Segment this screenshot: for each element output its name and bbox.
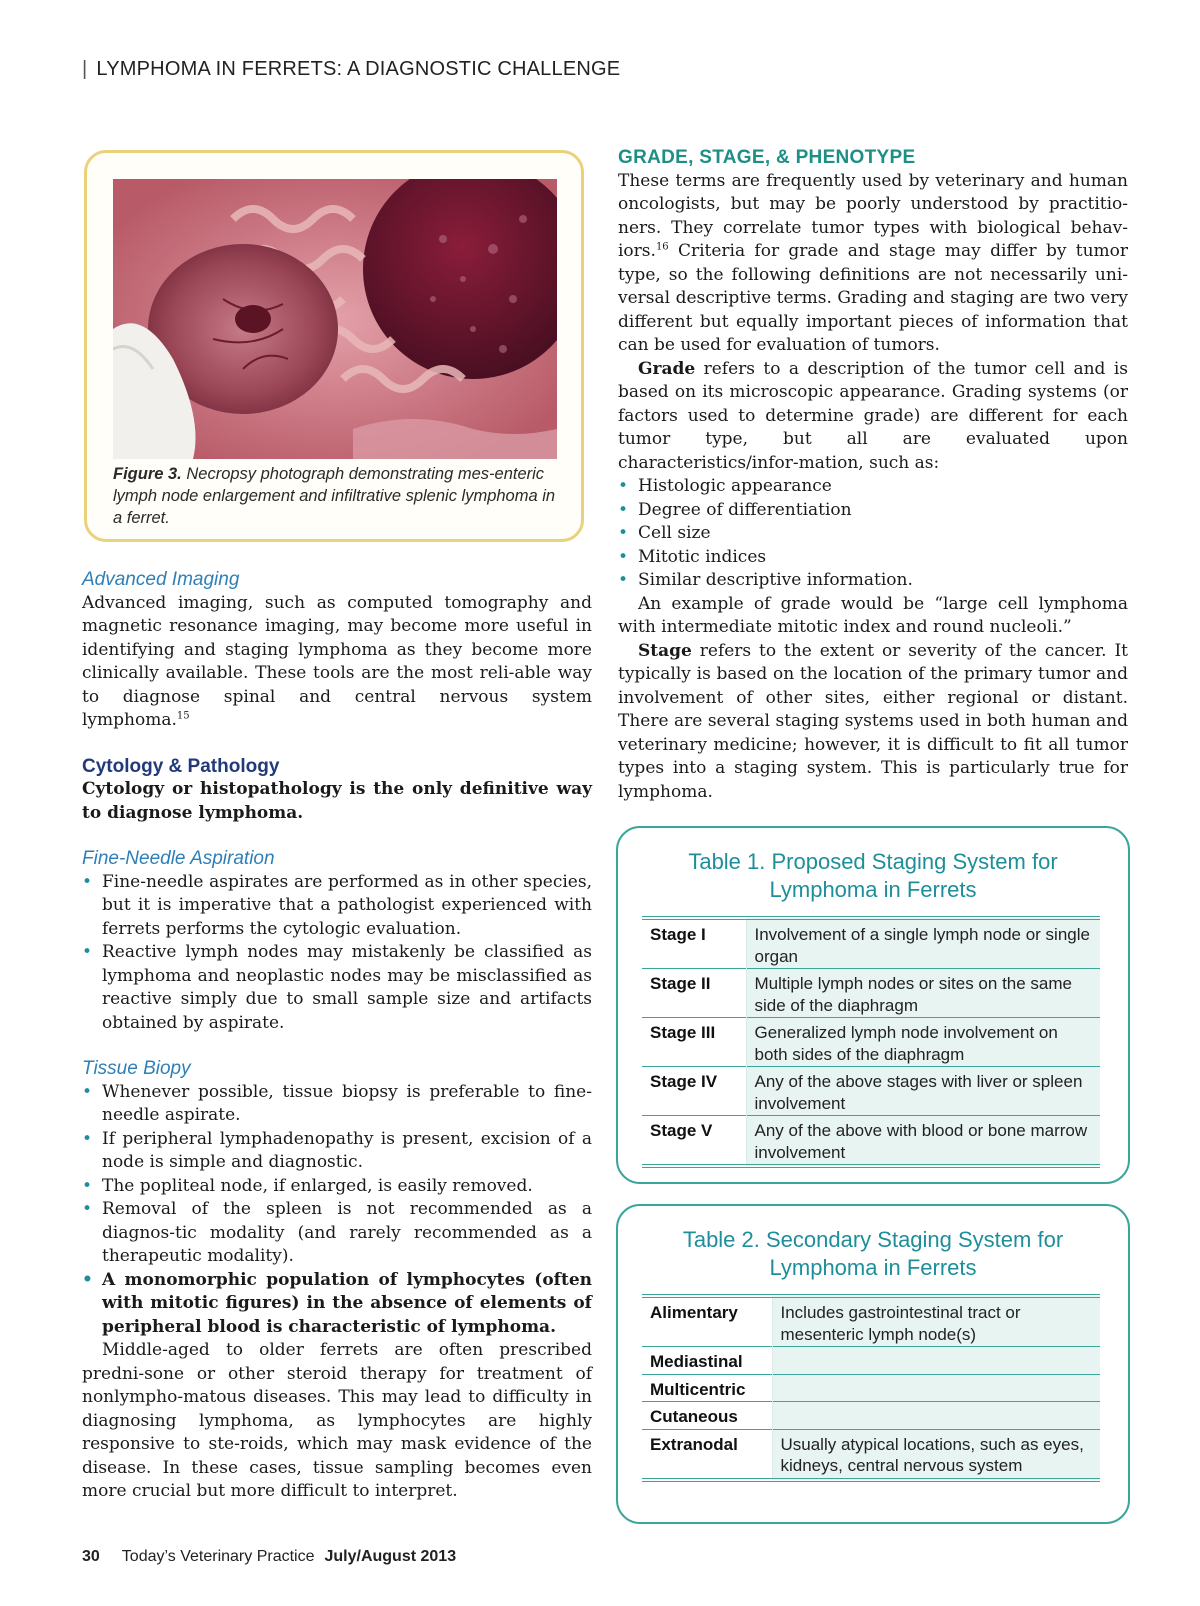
reference-16: 16 bbox=[655, 241, 669, 253]
right-column bbox=[618, 146, 1128, 804]
grade-bullet: • Mitotic indices bbox=[618, 546, 1128, 570]
table-1-title bbox=[618, 848, 1128, 904]
description-cell: Any of the above stages with liver or spleen involvement bbox=[746, 1067, 1100, 1116]
stage-cell: Stage V bbox=[642, 1116, 746, 1167]
table-row bbox=[642, 1296, 1100, 1347]
stage-cell: Stage III bbox=[642, 1018, 746, 1067]
description-cell bbox=[772, 1402, 1100, 1430]
site-cell: Alimentary bbox=[642, 1296, 772, 1347]
intro-text: These terms are frequently used by veterinary and human oncologists, but may be poorly understood by practitio-ners. They correlate tumor types with biological behav-iors. bbox=[618, 170, 1128, 261]
tissue-bullet: • Removal of the spleen is not recommended as a diagnos-tic modality (and rarely recommended as a therapeutic modality). bbox=[82, 1198, 592, 1269]
intro-text-rest: Criteria for grade and stage may differ by tumor type, so the following definitions are not necessarily uni-versal descriptive terms. Grading and staging are two very different but equally important pieces of information that can be used for evaluation of tumors. bbox=[618, 241, 1128, 355]
table-row bbox=[642, 1374, 1100, 1402]
issue-date: July/August 2013 bbox=[324, 1548, 457, 1565]
table-row bbox=[642, 1116, 1100, 1167]
description-cell: Multiple lymph nodes or sites on the same side of the diaphragm bbox=[746, 969, 1100, 1018]
table-2 bbox=[642, 1294, 1100, 1482]
stage-paragraph bbox=[618, 640, 1128, 805]
table-row bbox=[642, 969, 1100, 1018]
figure-3-box bbox=[84, 150, 584, 542]
table-2-title-line-2: Lymphoma in Ferrets bbox=[769, 1255, 977, 1280]
site-cell: Cutaneous bbox=[642, 1402, 772, 1430]
advanced-imaging-paragraph bbox=[82, 592, 592, 733]
table-row bbox=[642, 918, 1100, 969]
description-cell bbox=[772, 1374, 1100, 1402]
grade-paragraph bbox=[618, 358, 1128, 476]
figure-label: Figure 3. bbox=[113, 465, 182, 483]
fna-bullet: • Fine-needle aspirates are performed as in other species, but it is imperative that a pathologist experienced with ferrets performs the cytologic evaluation. bbox=[82, 871, 592, 942]
grade-bullet: • Similar descriptive information. bbox=[618, 569, 1128, 593]
advanced-imaging-text: Advanced imaging, such as computed tomography and magnetic resonance imaging, may become more useful in identifying and staging lymphoma as they become more clinically available. These tools are the most reli-able way to diagnose spinal and central nervous system lymphoma. bbox=[82, 592, 592, 730]
figure-caption bbox=[113, 463, 563, 529]
grade-bullet: • Cell size bbox=[618, 522, 1128, 546]
advanced-imaging-heading: Advanced Imaging bbox=[82, 569, 240, 590]
table-row bbox=[642, 1067, 1100, 1116]
tissue-bullet: • If peripheral lymphadenopathy is present, excision of a node is simple and diagnostic. bbox=[82, 1128, 592, 1175]
tissue-biopsy-heading: Tissue Biopy bbox=[82, 1058, 191, 1079]
tissue-bullet-bold: • A monomorphic population of lymphocytes (often with mitotic figures) in the absence of elements of peripheral blood is characteristic of lymphoma. bbox=[82, 1269, 592, 1340]
table-1-title-line-2: Lymphoma in Ferrets bbox=[769, 877, 977, 902]
stage-term: Stage bbox=[638, 640, 692, 661]
tissue-bullet: • The popliteal node, if enlarged, is easily removed. bbox=[82, 1175, 592, 1199]
site-cell: Extranodal bbox=[642, 1429, 772, 1480]
cytology-statement: Cytology or histopathology is the only definitive way to diagnose lymphoma. bbox=[82, 779, 592, 823]
table-1-box bbox=[616, 826, 1130, 1184]
page-number: 30 bbox=[82, 1548, 100, 1565]
running-head bbox=[82, 58, 620, 81]
table-1 bbox=[642, 916, 1100, 1168]
table-1-title-line-1: Table 1. Proposed Staging System for bbox=[688, 849, 1058, 874]
page-header-title: LYMPHOMA IN FERRETS: A DIAGNOSTIC CHALLENGE bbox=[96, 58, 621, 80]
description-cell: Any of the above with blood or bone marrow involvement bbox=[746, 1116, 1100, 1167]
figure-caption-text: Necropsy photograph demonstrating mes-enteric lymph node enlargement and infiltrative splenic lymphoma in a ferret. bbox=[113, 465, 556, 527]
site-cell: Mediastinal bbox=[642, 1347, 772, 1375]
publication-name: Today’s Veterinary Practice bbox=[121, 1548, 315, 1565]
table-2-title-line-1: Table 2. Secondary Staging System for bbox=[682, 1227, 1064, 1252]
reference-15: 15 bbox=[176, 710, 190, 722]
header-divider: | bbox=[82, 58, 88, 80]
cytology-heading: Cytology & Pathology bbox=[82, 755, 280, 777]
tissue-biopsy-list bbox=[82, 1081, 592, 1340]
stage-cell: Stage IV bbox=[642, 1067, 746, 1116]
description-cell: Includes gastrointestinal tract or mesenteric lymph node(s) bbox=[772, 1296, 1100, 1347]
table-row bbox=[642, 1429, 1100, 1480]
table-row bbox=[642, 1402, 1100, 1430]
fna-list bbox=[82, 871, 592, 1036]
tissue-bullet: • Whenever possible, tissue biopsy is preferable to fine-needle aspirate. bbox=[82, 1081, 592, 1128]
necropsy-photo bbox=[113, 179, 557, 459]
grade-term: Grade bbox=[638, 358, 696, 379]
description-cell: Involvement of a single lymph node or single organ bbox=[746, 918, 1100, 969]
steroid-paragraph: Middle-aged to older ferrets are often prescribed predni-sone or other steroid therapy for treatment of nonlympho-matous diseases. This may lead to difficulty in diagnosing lymphoma, as lymphocytes are highly responsive to ste-roids, which may mask evidence of the disease. In these cases, tissue sampling becomes even more crucial but more difficult to interpret. bbox=[82, 1340, 592, 1501]
fna-bullet: • Reactive lymph nodes may mistakenly be classified as lymphoma and neoplastic nodes may be misclassified as reactive simply due to small sample size and artifacts obtained by aspirate. bbox=[82, 941, 592, 1035]
description-cell: Generalized lymph node involvement on both sides of the diaphragm bbox=[746, 1018, 1100, 1067]
stage-text: refers to the extent or severity of the cancer. It typically is based on the location of the primary tumor and involvement of other sites, either regional or distant. There are several staging systems used in both human and veterinary medicine; however, it is difficult to fit all tumor types into a staging system. This is particularly true for lymphoma. bbox=[618, 640, 1128, 802]
description-cell: Usually atypical locations, such as eyes, kidneys, central nervous system bbox=[772, 1429, 1100, 1480]
left-column bbox=[82, 568, 592, 1504]
grade-bullet: • Degree of differentiation bbox=[618, 499, 1128, 523]
table-2-title bbox=[618, 1226, 1128, 1282]
table-row bbox=[642, 1347, 1100, 1375]
stage-cell: Stage I bbox=[642, 918, 746, 969]
grade-text: refers to a description of the tumor cell and is based on its microscopic appearance. Grading systems (or factors used to determine grade) are different for each tumor type, but all are evaluated upon characteristics/infor-mation, such as: bbox=[618, 358, 1128, 473]
grade-stage-heading: GRADE, STAGE, & PHENOTYPE bbox=[618, 147, 916, 168]
grade-list bbox=[618, 475, 1128, 593]
description-cell bbox=[772, 1347, 1100, 1375]
stage-cell: Stage II bbox=[642, 969, 746, 1018]
site-cell: Multicentric bbox=[642, 1374, 772, 1402]
table-row bbox=[642, 1018, 1100, 1067]
grade-example: An example of grade would be “large cell lymphoma with intermediate mitotic index and round nucleoli.” bbox=[618, 593, 1128, 637]
table-2-box bbox=[616, 1204, 1130, 1524]
grade-bullet: • Histologic appearance bbox=[618, 475, 1128, 499]
page-footer bbox=[82, 1548, 456, 1566]
fna-heading: Fine-Needle Aspiration bbox=[82, 848, 275, 869]
grade-stage-intro bbox=[618, 170, 1128, 358]
